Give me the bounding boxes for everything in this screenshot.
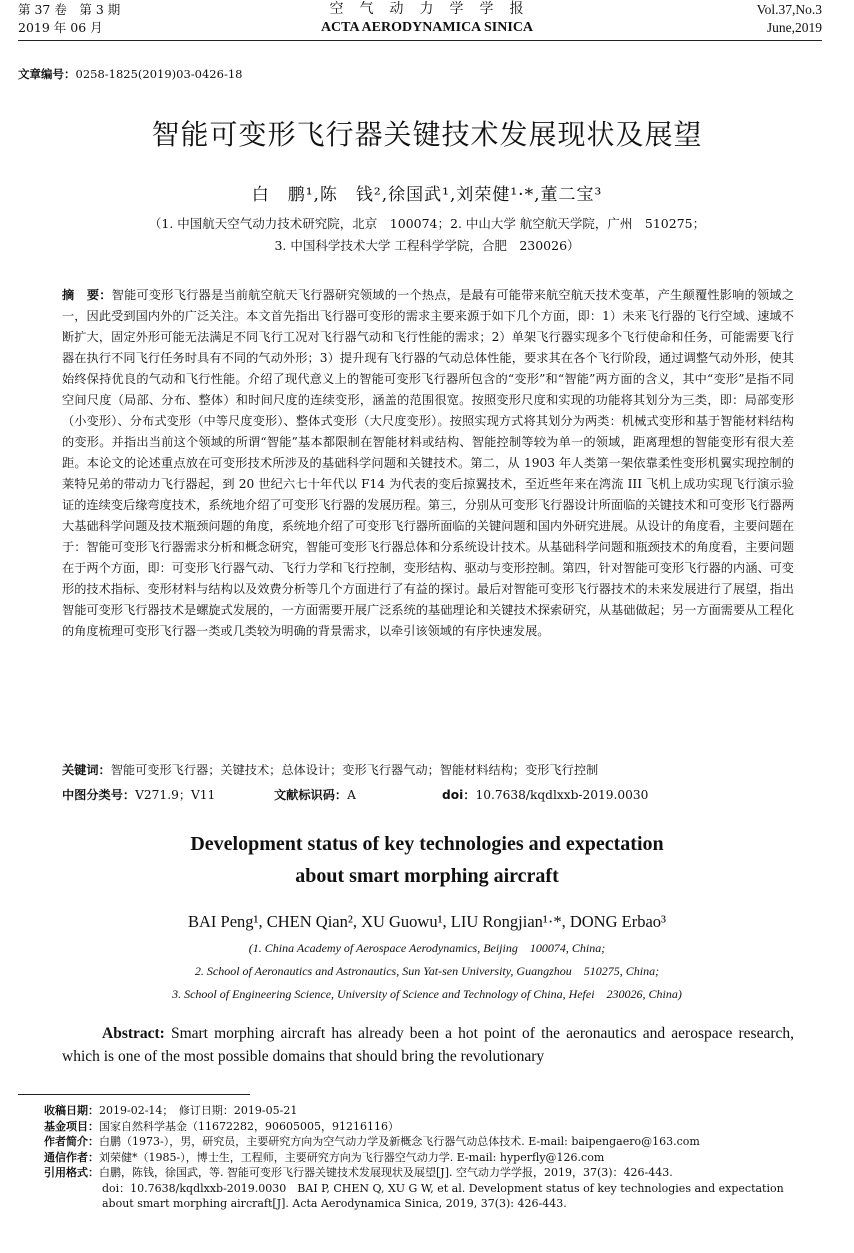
footnote-text: 白鹏（1973-），男，研究员，主要研究方向为空气动力学及新概念飞行器气动总体技术. E-mail: baipengaero@163.com: [99, 1135, 700, 1148]
footnote-text: 2019-02-14； 修订日期：2019-05-21: [99, 1104, 298, 1117]
clc-label: 中图分类号：: [62, 788, 136, 802]
footnote-label: 基金项目：: [44, 1119, 99, 1133]
header-volume-issue-cn: 第 37 卷 第 3 期: [18, 2, 121, 17]
abstract-en-text: Smart morphing aircraft has already been a hot point of the aeronautics and aerospace research, which is one of the most possible domains that should bring the revolutionary: [62, 1025, 794, 1065]
article-number-label: 文章编号：: [18, 67, 76, 81]
clc-number: [62, 785, 272, 806]
affiliation-en-2-text: 2. School of Aeronautics and Astronautics, Sun Yat-sen University, Guangzhou 510275, China;: [194, 964, 660, 978]
doc-code-value: A: [347, 788, 356, 802]
affiliation-en-1-text: (1. China Academy of Aerospace Aerodynamics, Beijing 100074, China;: [248, 941, 606, 955]
document-code: [274, 785, 424, 806]
clc-value: V271.9；V11: [135, 788, 216, 802]
article-number-value: 0258-1825(2019)03-0426-18: [75, 67, 243, 81]
header-date-cn: 2019 年 06 月: [18, 20, 103, 35]
header-journal-cn: 空 气 动 力 学 学 报: [329, 1, 525, 17]
header-volume-issue-en: Vol.37,No.3: [756, 2, 822, 17]
footnote-received: [44, 1103, 834, 1119]
footnote-text: doi：10.7638/kqdlxxb-2019.0030 BAI P, CHEN Q, XU G W, et al. Development status of key technologies and expectation: [102, 1181, 784, 1195]
affiliation-cn-2: 3. 中国科学技术大学 工程科学学院，合肥 230026）: [274, 238, 580, 253]
abstract-en: [62, 1022, 794, 1068]
footnote-label: 引用格式：: [44, 1166, 99, 1179]
footnote-funding: [44, 1119, 834, 1135]
footnote-text: 刘荣健*（1985-），博士生，工程师，主要研究方向为飞行器空气动力学. E-mail: hyperfly@126.com: [99, 1150, 605, 1164]
authors-cn: 白 鹏¹,陈 钱²,徐国武¹,刘荣健¹·*,董二宝³: [251, 185, 603, 205]
footnote-label: 收稿日期：: [44, 1104, 99, 1117]
header-rule: [18, 40, 822, 41]
footnotes: [44, 1103, 834, 1212]
footnote-citation: [44, 1165, 834, 1181]
affiliation-en-3: [0, 985, 854, 1002]
footnote-text: 白鹏，陈钱，徐国武，等. 智能可变形飞行器关键技术发展现状及展望[J]. 空气动力学学报，2019，37(3)：426-443.: [99, 1166, 673, 1179]
keywords-cn-text: 智能可变形飞行器；关键技术；总体设计；变形飞行器气动；智能材料结构；变形飞行控制: [110, 763, 599, 777]
footnote-text: 国家自然科学基金（11672282，90605005，91216116）: [99, 1119, 399, 1133]
footnote-corresponding: [44, 1150, 834, 1166]
affiliation-en-3-text: 3. School of Engineering Science, University of Science and Technology of China, Hefei 230026, China): [172, 987, 682, 1001]
doi: [442, 785, 762, 806]
doc-code-label: 文献标识码：: [274, 788, 348, 802]
abstract-cn: [62, 285, 794, 753]
abstract-cn-text: 智能可变形飞行器是当前航空航天飞行器研究领域的一个热点，是最有可能带来航空航天技术变革，产生颠覆性影响的领域之一，因此受到国内外的广泛关注。本文首先指出飞行器可变形的需求主要来源于如下几个方面，即：1）未来飞行器的飞行空域、速域不断扩大，固定外形可能无法满足不同飞行工况对飞行器气动和飞行性能的需求；2）单架飞行器实现多个飞行使命和任务，可能需要飞行器在执行不同飞行任务时具有不同的气动外形；3）提升现有飞行器的气动总体性能，要求其在各个飞行阶段，通过调整气动外形，使其始终保持优良的气动和飞行性能。介绍了现代意义上的智能可变形飞行器所包含的“变形”和“智能”两方面的含义，其中“变形”是指不同空间尺度（局部、分布、整体）和时间尺度的连续变形，涵盖的范围很宽。按照变形尺度和实现的功能将其划分为三类，即：局部变形（小变形）、分布式变形（中等尺度变形）、整体式变形（大尺度变形）。按照实现方式将其划分为两类：机械式变形和基于智能材料结构的变形。并指出当前这个领域的所谓“智能”基本都限制在智能材料或结构、智能控制等较为单一的领域，距离理想的智能变形有很大差距。本论文的论述重点放在可变形技术所涉及的基础科学问题和关键技术。第二，从 1903 年人类第一架依靠柔性变形机翼实现控制的莱特兄弟的带动力飞行器起，到 20 世纪六七十年代以 F14 为代表的变后掠翼技术，至近些年来在湾流 III 飞机上成功实现飞行演示验证的连续变后缘弯度技术，系统地介绍了可变形飞行器的发展历程。第三，分别从可变形飞行器设计所面临的关键技术和可变形飞行器两大基础科学问题及技术瓶颈问题的角度，系统地介绍了可变形飞行器所面临的关键问题和国内外研究进展。从设计的角度看，主要问题在于：智能可变形飞行器需求分析和概念研究，智能可变形飞行器总体和分系统设计技术。从基础科学问题和瓶颈技术的角度看，主要问题在于两个方面，即：可变形飞行器气动、飞行力学和飞行控制，变形结构、驱动与变形控制。第四，针对智能可变形飞行器的内涵、可变形的技术指标、变形材料与结构以及效费分析等几个方面进行了有益的探讨。最后对智能可变形飞行器技术的未来发展进行了展望，指出智能可变形飞行器技术是螺旋式发展的，一方面需要开展广泛系统的基础理论和关键技术探索研究，从基础做起；另一方面需要从工程化的角度梳理可变形飞行器一类或几类较为明确的背景需求，以牵引该领域的有序快速发展。: [62, 288, 794, 638]
header-date-en: June,2019: [766, 20, 822, 35]
authors-en: BAI Peng¹, CHEN Qian², XU Guowu¹, LIU Rongjian¹·*, DONG Erbao³: [188, 912, 666, 931]
header-journal-en: ACTA AERODYNAMICA SINICA: [320, 20, 534, 35]
keywords-cn-label: 关键词：: [62, 763, 111, 777]
abstract-cn-label: 摘 要：: [62, 288, 112, 302]
footnote-citation-cont-1: [44, 1181, 834, 1197]
doi-label: doi：: [442, 788, 476, 802]
article-number: [18, 66, 242, 82]
keywords-cn: [62, 760, 794, 781]
footnote-text: about smart morphing aircraft[J]. Acta Aerodynamica Sinica, 2019, 37(3): 426-443.: [102, 1197, 567, 1210]
affiliation-cn-1: （1. 中国航天空气动力技术研究院，北京 100074；2. 中山大学 航空航天学院，广州 510275；: [148, 216, 706, 231]
affiliation-en-1: [0, 939, 854, 956]
affiliation-en-2: [0, 962, 854, 979]
title-en-line-1: Development status of key technologies and expectation: [190, 833, 664, 855]
page-title: 智能可变形飞行器关键技术发展现状及展望: [151, 118, 703, 151]
footnote-label: 通信作者：: [44, 1150, 99, 1164]
footnote-author-bio: [44, 1134, 834, 1150]
footnote-citation-cont-2: [44, 1196, 834, 1212]
footnote-rule: [18, 1094, 250, 1095]
title-en-line-2: about smart morphing aircraft: [295, 865, 559, 887]
abstract-en-label: Abstract:: [102, 1025, 165, 1042]
footnote-label: 作者简介：: [44, 1135, 99, 1148]
doi-value: 10.7638/kqdlxxb-2019.0030: [475, 788, 649, 802]
